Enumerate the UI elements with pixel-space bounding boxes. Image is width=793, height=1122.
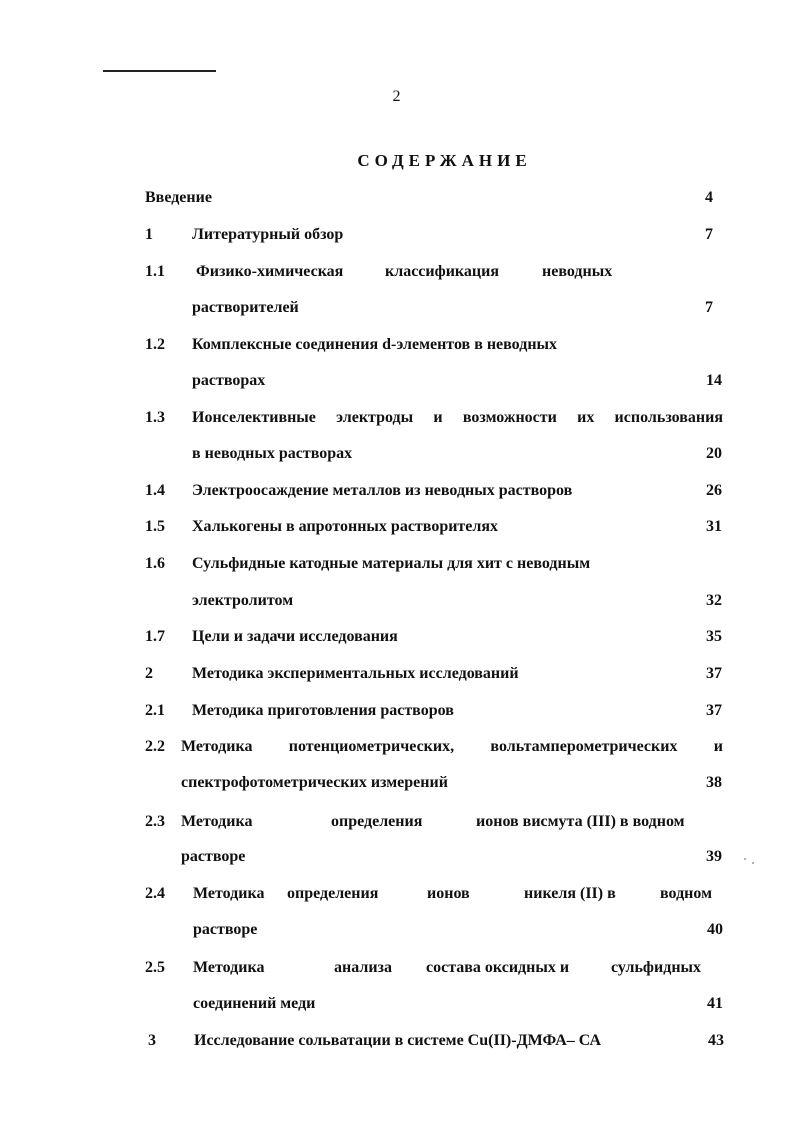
toc-page-1-4: 26 <box>706 482 722 499</box>
toc-num-2-4: 2.4 <box>145 885 165 902</box>
toc-page-2-2: 38 <box>706 774 722 791</box>
toc-entry-2: Методика экспериментальных исследований <box>192 665 519 682</box>
toc-num-1-4: 1.4 <box>145 482 165 499</box>
toc-entry-1-4: Электроосаждение металлов из неводных растворов <box>192 482 573 499</box>
toc-entry-3: Исследование сольватации в системе Cu(II)-ДМФА– СА <box>194 1032 602 1049</box>
toc-entry-1-1-w1: Физико-химическая <box>196 263 344 280</box>
toc-entry-1: Литературный обзор <box>192 226 344 243</box>
toc-entry-2-1: Методика приготовления растворов <box>192 702 454 719</box>
toc-page-1-2: 14 <box>706 372 722 389</box>
toc-title: СОДЕРЖАНИЕ <box>357 151 532 170</box>
toc-entry-1-6-line1: Сульфидные катодные материалы для хит с неводным <box>192 555 591 572</box>
toc-page-1-6: 32 <box>706 592 722 609</box>
toc-entry-2-2-line2: спектрофотометрических измерений <box>181 774 448 791</box>
toc-entry-2-3-w2: определения <box>331 813 423 830</box>
toc-entry-1-6-line2: электролитом <box>192 592 294 609</box>
toc-entry-2-3-w3: ионов висмута (III) в водном <box>476 813 685 830</box>
toc-page-2-5: 41 <box>707 995 723 1012</box>
toc-page-2-1: 37 <box>706 702 722 719</box>
toc-entry-1-2-line1: Комплексные соединения d-элементов в неводных <box>192 336 558 353</box>
toc-num-1-3: 1.3 <box>145 409 165 426</box>
toc-entry-1-5: Халькогены в апротонных растворителях <box>192 518 499 535</box>
toc-entry-2-2-line1: Методика потенциометрических, вольтамперометрических и <box>181 738 723 755</box>
toc-entry-1-1-line2: растворителей <box>192 299 299 316</box>
toc-entry-2-5-w2: анализа <box>334 959 392 976</box>
toc-entry-2-3-w1: Методика <box>181 813 253 830</box>
toc-num-1-6: 1.6 <box>145 555 165 572</box>
toc-num-2-1: 2.1 <box>145 702 165 719</box>
toc-num-1-7: 1.7 <box>145 628 165 645</box>
toc-page-1-1: 7 <box>705 299 713 316</box>
toc-entry-1-2-line2: растворах <box>192 372 266 389</box>
toc-num-2-5: 2.5 <box>145 959 165 976</box>
toc-num-3: 3 <box>148 1032 156 1049</box>
toc-page-1: 7 <box>705 226 713 243</box>
toc-entry-2-5-w4: сульфидных <box>611 959 702 976</box>
toc-entry-2-4-w3: ионов <box>427 885 470 902</box>
toc-entry-1-1-w3: неводных <box>542 263 613 280</box>
toc-page-3: 43 <box>708 1032 724 1049</box>
toc-num-1: 1 <box>145 226 153 243</box>
toc-entry-2-5-w1: Методика <box>193 959 265 976</box>
toc-num-1-1: 1.1 <box>145 263 165 280</box>
toc-page-1-5: 31 <box>706 518 722 535</box>
scan-speck <box>744 858 746 860</box>
toc-page-intro: 4 <box>705 189 713 206</box>
page-number: 2 <box>392 88 401 105</box>
toc-num-2: 2 <box>145 665 153 682</box>
toc-entry-2-4-line2: растворе <box>193 921 258 938</box>
toc-num-1-2: 1.2 <box>145 336 165 353</box>
toc-page-2-4: 40 <box>707 921 723 938</box>
toc-entry-2-5-w3: состава оксидных и <box>426 959 570 976</box>
toc-page-1-3: 20 <box>706 445 722 462</box>
toc-num-2-2: 2.2 <box>145 738 165 755</box>
toc-entry-intro: Введение <box>145 189 212 206</box>
toc-page-1-7: 35 <box>706 628 722 645</box>
toc-page-2-3: 39 <box>706 848 722 865</box>
toc-entry-2-4-w1: Методика <box>193 885 265 902</box>
toc-entry-2-4-w2: определения <box>287 885 379 902</box>
toc-entry-2-4-w4: никеля (II) в <box>524 885 616 902</box>
scan-artifact-line <box>103 70 216 72</box>
toc-entry-1-7: Цели и задачи исследования <box>192 628 398 645</box>
toc-entry-1-1-w2: классификация <box>385 263 499 280</box>
scan-speck <box>752 862 754 864</box>
toc-num-1-5: 1.5 <box>145 518 165 535</box>
toc-num-2-3: 2.3 <box>145 813 165 830</box>
toc-entry-1-3-line1: Ионселективные электроды и возможности их использования <box>192 409 723 426</box>
toc-entry-2-5-line2: соединений меди <box>193 995 316 1012</box>
toc-entry-2-4-w5: водном <box>660 885 712 902</box>
toc-entry-1-3-line2: в неводных растворах <box>192 445 353 462</box>
toc-entry-2-3-line2: растворе <box>181 848 246 865</box>
toc-page-2: 37 <box>706 665 722 682</box>
